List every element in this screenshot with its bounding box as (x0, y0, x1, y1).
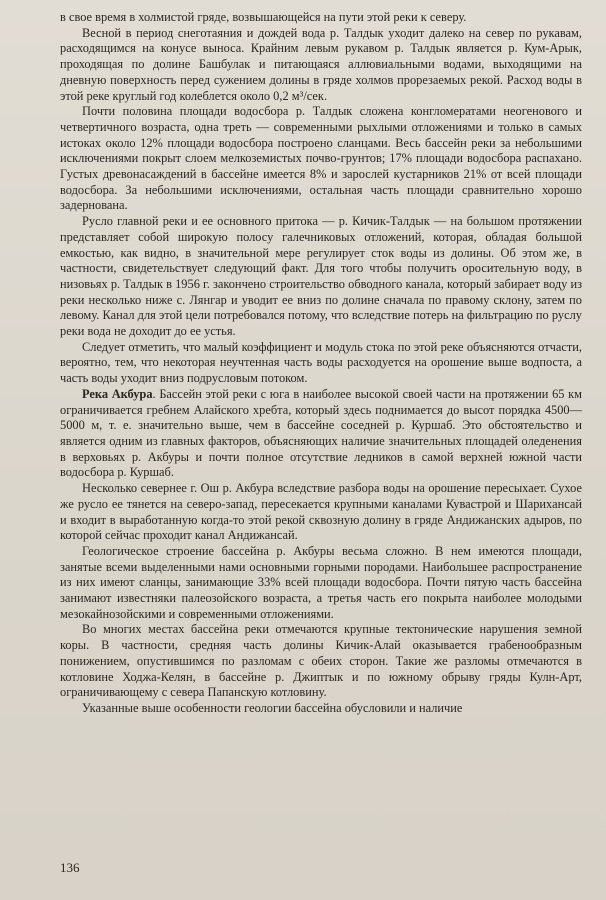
section-heading: Река Акбура (82, 386, 153, 401)
paragraph: в свое время в холмистой гряде, возвышающейся на пути этой реки к северу. (60, 10, 467, 24)
paragraph: Почти половина площади водосбора р. Талдык сложена конгломератами неогенового и четвертичного возраста, одна треть — современными рыхлыми отложениями и только в самых истоках около 12% площади водосбора построено сланцами. Весь бассейн реки за небольшими исключениями покрыт слоем мелкоземистых почво-грунтов; 17% площади водосбора распахано. Густых древонасаждений в бассейне имеется 8% и зарослей кустарников 21% от всей площади водосбора. За небольшими исключениями, остальная часть площади сравнительно хорошо задернована. (60, 104, 582, 213)
paragraph-body: Бассейн этой реки с юга в наиболее высокой своей части на протяжении 65 км ограничивается гребнем Алайского хребта, который здесь поднимается до высот порядка 4500—5000 м, т. е. значительно выше, чем в бассейне соседней р. Куршаб. Это обстоятельство и является одним из главных факторов, объясняющих наличие значительных площадей оледенения в верховьях р. Акбуры и почти полное отсутствие ледников в самой верхней южной части водосбора р. Куршаб. (60, 386, 583, 480)
paragraph-with-heading: Река Акбура. Бассейн этой реки с юга в наиболее высокой своей части на протяжении 65 км ограничивается гребнем Алайского хребта, который здесь поднимается до высот порядка 4500—5000 м, т. е. значительно выше, чем в бассейне соседней р. Куршаб. Это обстоятельство и является одним из главных факторов, объясняющих наличие значительных площадей оледенения в верховьях р. Акбуры и почти полное отсутствие ледников в самой верхней южной части водосбора р. Куршаб. (60, 386, 583, 480)
paragraph: Геологическое строение бассейна р. Акбуры весьма сложно. В нем имеются площади, занятые всеми выделенными нами основными горными породами. Наибольшее распространение из них имеют сланцы, занимающие 33% всей площади водосбора. Почти пятую часть бассейна занимают известняки палеозойского возраста, а третья часть его покрыта наиболее молодыми мезокайнозойскими и современными отложениями. (60, 543, 582, 621)
paragraph: Несколько севернее г. Ош р. Акбура вследствие разбора воды на орошение пересыхает. Сухое же русло ее тянется на северо-запад, пересекается крупными каналами Куваcтрой и Шарихансай и входит в выработанную когда-то этой рекой сквозную долину в гряде Андижанских адыров, по которой сейчас проходит канал Андижансай. (60, 481, 582, 543)
paragraph: Во многих местах бассейна реки отмечаются крупные тектонические нарушения земной коры. В частности, средняя часть долины Кичик-Алай оказывается грабенообразным понижением, опустившимся по разломам с обеих сторон. Такие же разломы отмечаются в котловине Ходжа-Келян, в бассейне р. Джиптык и по южному обрыву гряды Кулн-Арт, ограничивающему с севера Папанскую котловину. (60, 622, 582, 700)
page-text (60, 10, 582, 717)
page-number: 136 (60, 860, 80, 875)
paragraph: Русло главной реки и ее основного притока — р. Кичик-Талдык — на большом протяжении представляет собой широкую полосу галечниковых отложений, которая, обладая большой емкостью, как видно, в значительной мере регулирует сток воды из долины. Об этом же, в частности, свидетельствует следующий факт. Для того чтобы получить оросительную воду, в низовьях р. Талдык в 1956 г. закончено строительство обводного канала, который забирает воду из реки несколько ниже с. Лянгар и уводит ее вниз по долине сначала по правому склону, затем по левому. Канал для этой цели потребовался потому, что вследствие потерь на фильтрацию по руслу реки вода не доходит до ее устья. (60, 214, 582, 339)
paragraph: Следует отметить, что малый коэффициент и модуль стока по этой реке объясняются отчасти, вероятно, тем, что некоторая неучтенная часть воды расходуется на орошение выше водпоста, а часть воды уходит вниз подрусловым потоком. (60, 339, 582, 386)
paragraph: Весной в период снеготаяния и дождей вода р. Талдык уходит далеко на север по рукавам, расходящимся на конусе выноса. Крайним левым рукавом р. Талдык является р. Кум-Арык, проходящая по долине Башбулак и питающаяся аллювиальными водами, выходящими на дневную поверхность перед сужением долины в гряде холмов прорезаемых рекой. Расход воды в этой реке круглый год колеблется около 0,2 м³/сек. (60, 25, 582, 103)
paragraph: Указанные выше особенности геологии бассейна обусловили и наличие (82, 700, 463, 715)
